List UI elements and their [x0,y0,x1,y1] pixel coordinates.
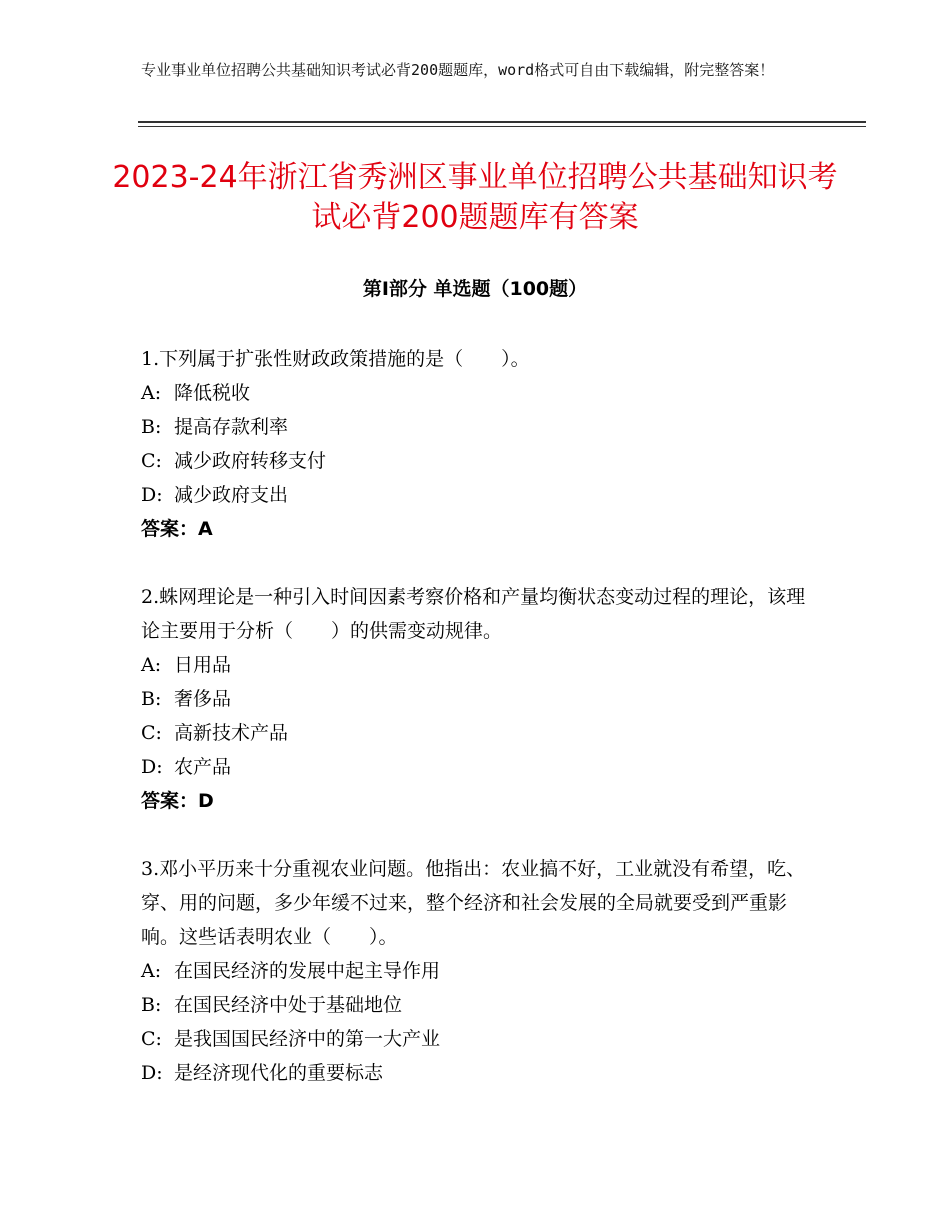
option-b [141,410,806,444]
option-letter: A: [141,960,162,982]
option-letter: A: [141,654,162,676]
option-letter: D: [141,484,163,506]
option-letter: B: [141,416,162,438]
option-c [141,1022,806,1056]
question-stem: 2.蛛网理论是一种引入时间因素考察价格和产量均衡状态变动过程的理论，该理论主要用于分析（ ）的供需变动规律。 [141,586,806,642]
option-letter: C: [141,1028,162,1050]
option-letter: B: [141,688,162,710]
option-text: 奢侈品 [174,688,232,710]
option-text: 在国民经济中处于基础地位 [174,994,403,1016]
document-title: 2023-24年浙江省秀洲区事业单位招聘公共基础知识考试必背200题题库有答案 [112,160,838,235]
question-1 [141,342,806,546]
option-b [141,682,806,716]
option-d [141,1056,806,1090]
option-b [141,988,806,1022]
option-text: 高新技术产品 [174,722,289,744]
option-a [141,954,806,988]
option-text: 减少政府转移支付 [174,450,327,472]
section-title: 第Ⅰ部分 单选题（100题） [362,278,588,300]
option-letter: D: [141,1062,163,1084]
option-letter: D: [141,756,163,778]
option-letter: B: [141,994,162,1016]
option-a [141,376,806,410]
option-d [141,478,806,512]
question-stem: 1.下列属于扩张性财政政策措施的是（ ）。 [141,348,530,370]
option-text: 是经济现代化的重要标志 [174,1062,384,1084]
header-rule-thick [138,121,866,123]
option-a [141,648,806,682]
header-note: 专业事业单位招聘公共基础知识考试必背200题题库，word格式可自由下载编辑，附完整答案！ [141,61,775,79]
header-rule-thin [138,126,866,127]
question-3 [141,852,806,1090]
option-d [141,750,806,784]
option-text: 提高存款利率 [174,416,289,438]
option-c [141,444,806,478]
option-c [141,716,806,750]
option-letter: C: [141,722,162,744]
option-text: 日用品 [174,654,232,676]
option-text: 减少政府支出 [174,484,289,506]
question-2 [141,580,806,818]
question-list [141,342,806,1124]
option-text: 降低税收 [174,382,251,404]
answer: 答案：D [141,790,214,812]
option-text: 农产品 [174,756,232,778]
option-letter: C: [141,450,162,472]
question-stem: 3.邓小平历来十分重视农业问题。他指出：农业搞不好，工业就没有希望，吃、穿、用的问题，多少年缓不过来，整个经济和社会发展的全局就要受到严重影响。这些话表明农业（ ）。 [141,858,806,948]
option-text: 是我国国民经济中的第一大产业 [174,1028,441,1050]
answer: 答案：A [141,518,213,540]
option-text: 在国民经济的发展中起主导作用 [174,960,441,982]
option-letter: A: [141,382,162,404]
